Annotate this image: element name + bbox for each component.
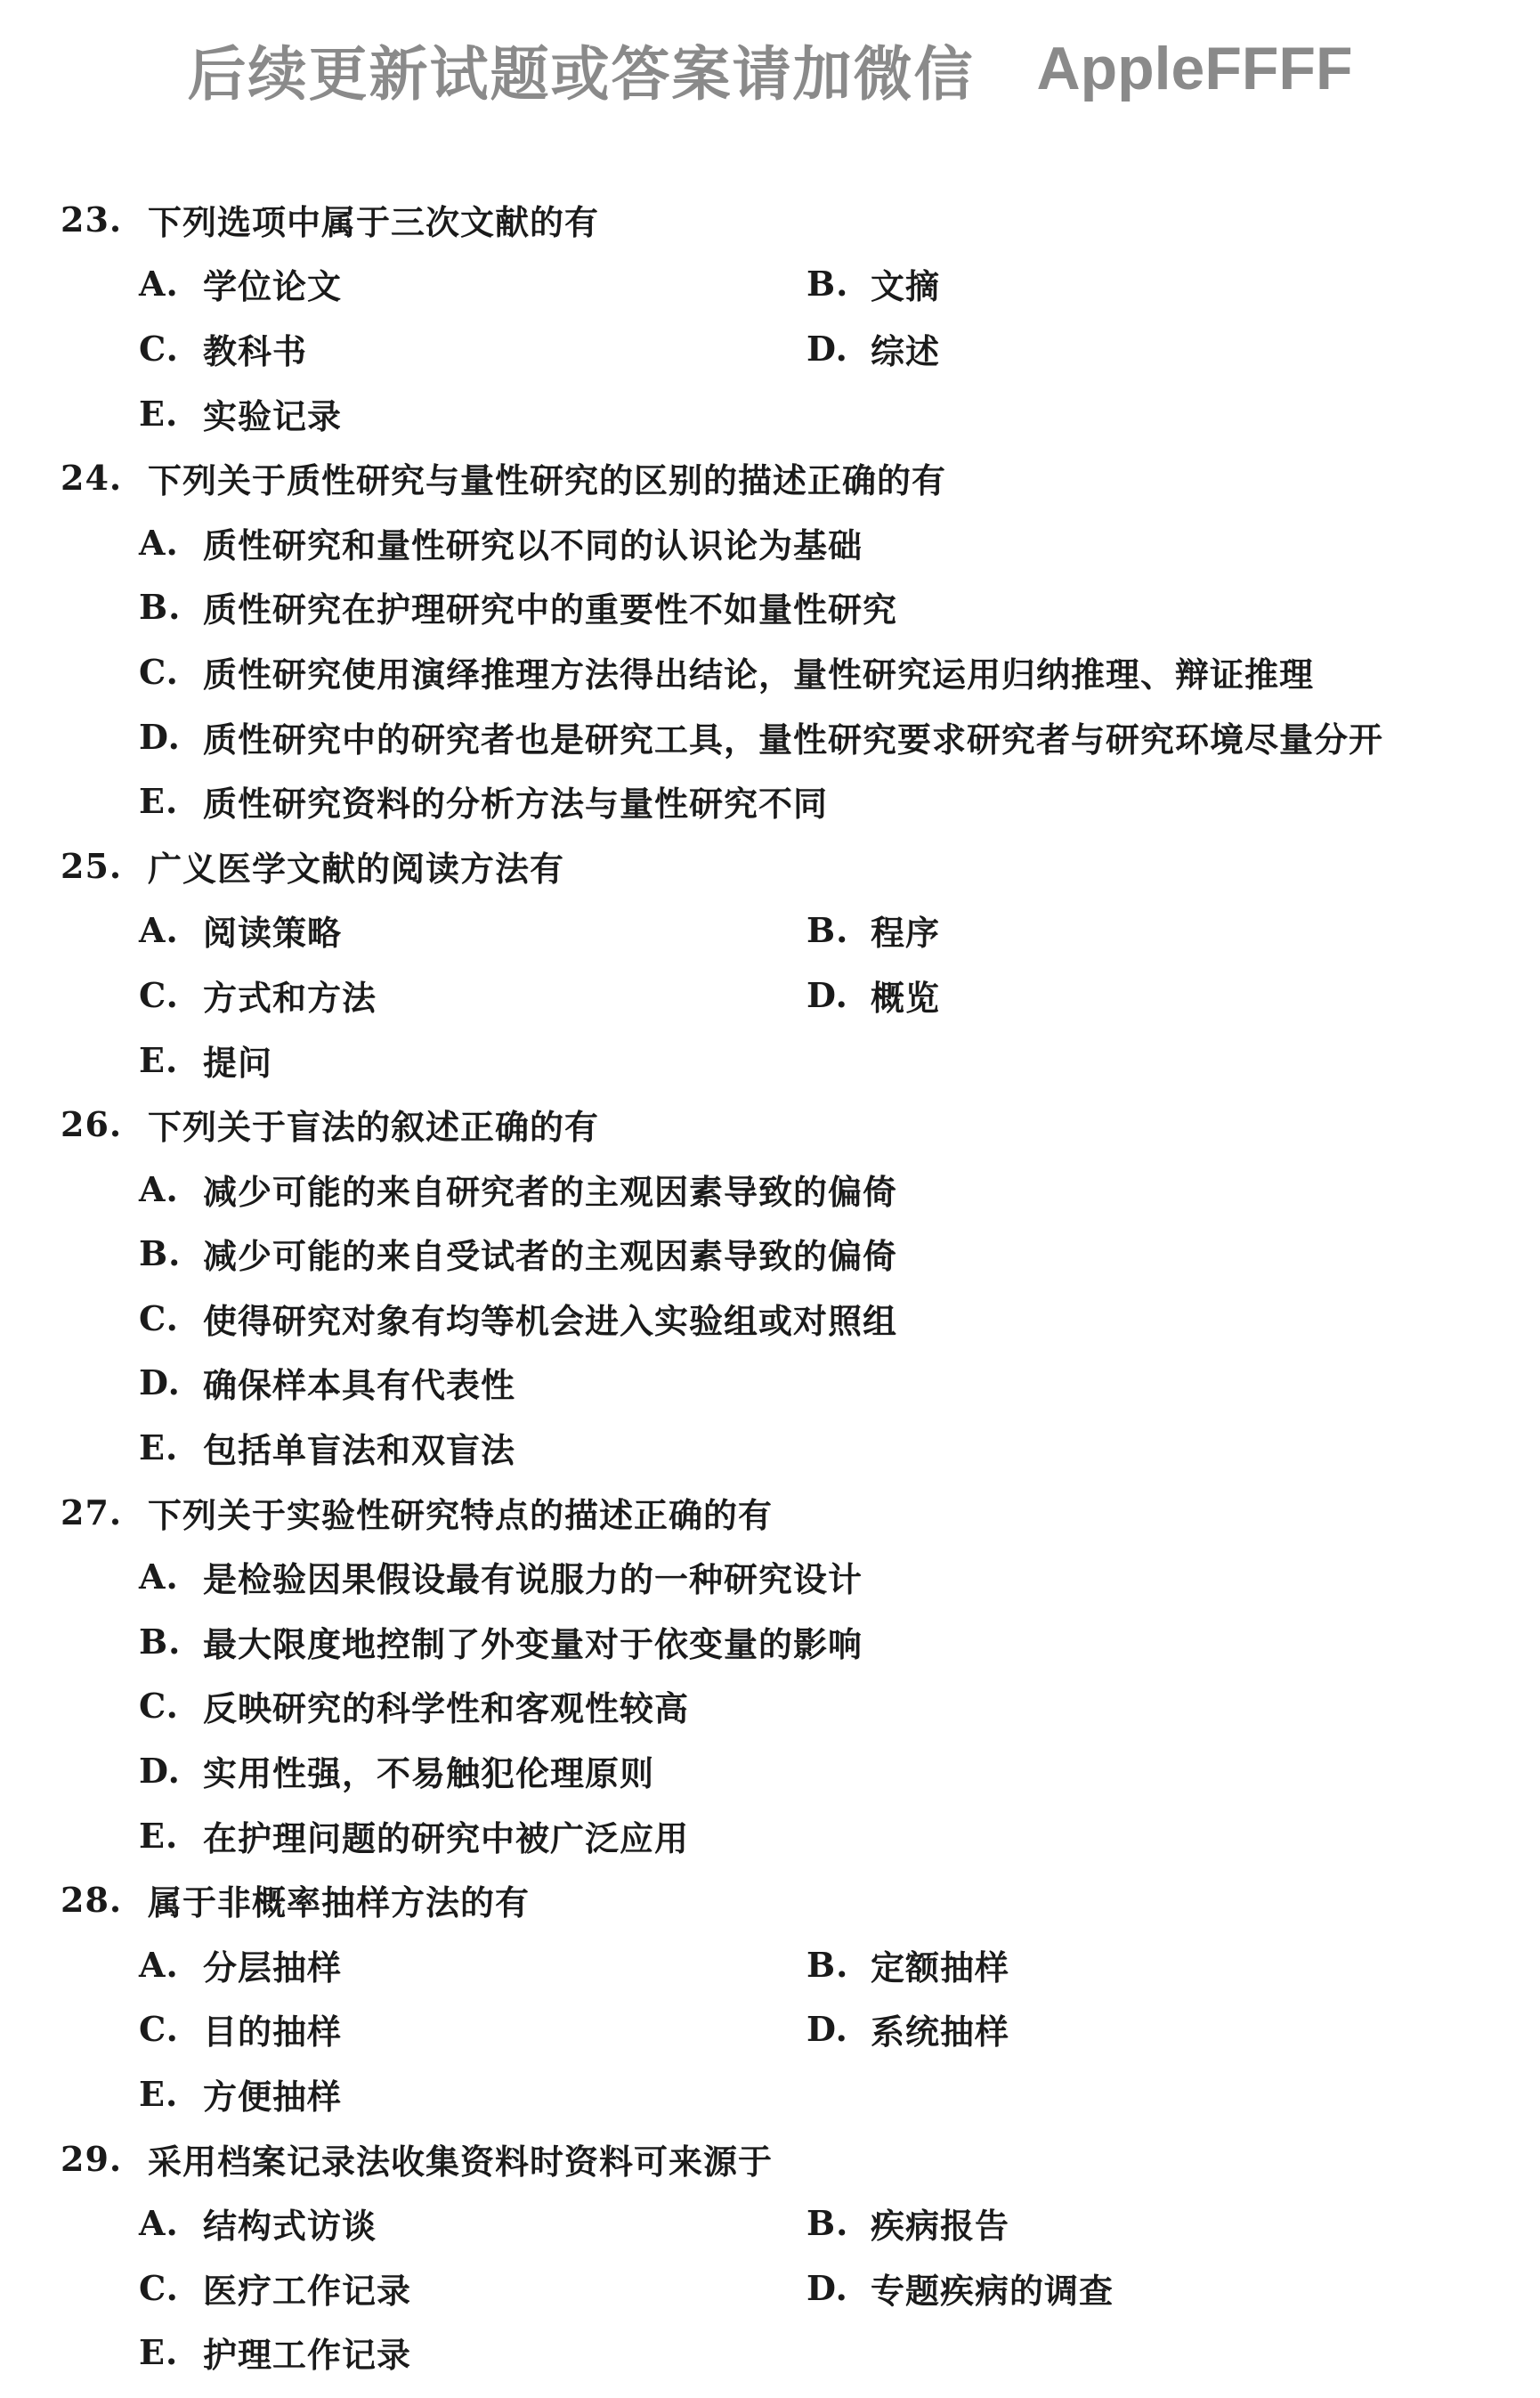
exam-page	[53, 187, 1495, 2385]
option-letter: A.	[139, 522, 179, 563]
option-c	[53, 1674, 1495, 1739]
option-letter: C.	[139, 1686, 179, 1727]
option-text: 减少可能的来自受试者的主观因素导致的偏倚	[203, 1237, 898, 1277]
question-26	[53, 1092, 1495, 1480]
question-29	[53, 2126, 1495, 2385]
option-b	[806, 1940, 1009, 1989]
option-text: 实用性强，不易触犯伦理原则	[203, 1754, 655, 1794]
question-number: 23.	[61, 199, 123, 240]
option-a	[139, 906, 806, 955]
option-text: 阅读策略	[203, 914, 343, 954]
option-text: 包括单盲法和双盲法	[203, 1431, 516, 1471]
question-number: 25.	[61, 845, 123, 886]
option-row	[53, 1932, 1495, 1997]
option-letter: C.	[139, 2267, 179, 2308]
question-stem	[53, 2126, 1495, 2191]
option-a	[53, 1544, 1495, 1609]
question-number: 26.	[61, 1104, 123, 1145]
option-d	[806, 2264, 1114, 2313]
question-text: 下列关于盲法的叙述正确的有	[148, 1108, 600, 1148]
option-e	[139, 2328, 411, 2377]
option-row	[53, 252, 1495, 317]
watermark-banner	[0, 20, 1540, 118]
option-letter: C.	[139, 328, 179, 369]
option-text: 方式和方法	[203, 978, 377, 1018]
question-25	[53, 833, 1495, 1092]
option-row	[53, 898, 1495, 963]
option-letter: E.	[139, 2332, 179, 2373]
option-letter: E.	[139, 1427, 179, 1468]
option-text: 提问	[203, 1043, 273, 1083]
option-letter: A.	[139, 1557, 179, 1597]
option-e	[139, 1036, 272, 1085]
option-text: 在护理问题的研究中被广泛应用	[203, 1818, 690, 1858]
question-stem	[53, 445, 1495, 510]
option-letter: C.	[139, 651, 179, 692]
option-text: 质性研究在护理研究中的重要性不如量性研究	[203, 590, 898, 630]
question-number: 29.	[61, 2138, 123, 2179]
option-row	[53, 2061, 1495, 2126]
option-letter: B.	[806, 910, 849, 951]
option-letter: B.	[139, 1233, 182, 1274]
question-text: 采用档案记录法收集资料时资料可来源于	[148, 2142, 774, 2182]
option-text: 疾病报告	[871, 2207, 1010, 2247]
option-letter: E.	[139, 1815, 179, 1856]
option-letter: D.	[806, 974, 848, 1015]
question-27	[53, 1480, 1495, 1868]
option-a	[139, 1940, 806, 1989]
question-stem	[53, 833, 1495, 898]
option-letter: C.	[139, 1297, 179, 1338]
question-stem	[53, 187, 1495, 252]
question-text: 广义医学文献的阅读方法有	[148, 849, 565, 889]
option-text: 目的抽样	[203, 2012, 343, 2053]
option-d	[53, 1351, 1495, 1416]
option-row	[53, 2191, 1495, 2256]
option-row	[53, 1997, 1495, 2062]
option-a	[139, 2199, 806, 2248]
option-letter: A.	[139, 1944, 179, 1985]
option-letter: C.	[139, 2009, 179, 2050]
option-d	[806, 324, 940, 373]
option-e	[139, 2069, 342, 2118]
option-text: 确保样本具有代表性	[203, 1366, 516, 1406]
option-letter: E.	[139, 393, 179, 434]
question-stem	[53, 1092, 1495, 1157]
option-text: 质性研究资料的分析方法与量性研究不同	[203, 784, 829, 825]
option-b	[53, 1222, 1495, 1287]
question-stem	[53, 1480, 1495, 1545]
question-24	[53, 445, 1495, 833]
option-letter: C.	[139, 974, 179, 1015]
option-letter: D.	[806, 2009, 848, 2050]
question-text: 属于非概率抽样方法的有	[148, 1883, 531, 1923]
option-letter: B.	[806, 1944, 849, 1985]
option-c	[139, 2004, 806, 2053]
option-text: 概览	[871, 978, 941, 1018]
option-row	[53, 381, 1495, 446]
option-row	[53, 316, 1495, 381]
option-e	[139, 389, 342, 438]
option-b	[806, 906, 940, 955]
option-letter: D.	[139, 1751, 181, 1792]
option-text: 文摘	[871, 267, 941, 307]
option-b	[53, 575, 1495, 640]
option-letter: A.	[139, 910, 179, 951]
option-text: 是检验因果假设最有说服力的一种研究设计	[203, 1560, 863, 1600]
option-letter: A.	[139, 2203, 179, 2244]
question-28	[53, 1867, 1495, 2126]
option-text: 教科书	[203, 331, 308, 371]
option-row	[53, 2256, 1495, 2321]
option-a	[53, 510, 1495, 575]
option-text: 护理工作记录	[203, 2336, 412, 2376]
option-e	[53, 768, 1495, 833]
option-text: 使得研究对象有均等机会进入实验组或对照组	[203, 1301, 898, 1341]
banner-text-en: AppleFFFF	[1036, 35, 1353, 102]
option-e	[53, 1803, 1495, 1868]
question-text: 下列关于质性研究与量性研究的区别的描述正确的有	[148, 461, 947, 501]
option-letter: E.	[139, 781, 179, 822]
option-letter: A.	[139, 1168, 179, 1209]
option-d	[53, 1738, 1495, 1803]
option-letter: D.	[139, 1362, 181, 1403]
question-text: 下列选项中属于三次文献的有	[148, 202, 600, 242]
question-number: 24.	[61, 458, 123, 499]
option-b	[806, 259, 940, 308]
option-text: 质性研究中的研究者也是研究工具，量性研究要求研究者与研究环境尽量分开	[203, 719, 1384, 760]
option-text: 程序	[871, 914, 941, 954]
option-text: 专题疾病的调查	[871, 2271, 1114, 2311]
option-text: 减少可能的来自研究者的主观因素导致的偏倚	[203, 1172, 898, 1212]
option-text: 医疗工作记录	[203, 2271, 412, 2311]
question-number: 27.	[61, 1492, 123, 1532]
option-a	[139, 259, 806, 308]
banner-text-cn: 后续更新试题或答案请加微信	[187, 39, 975, 109]
option-text: 质性研究和量性研究以不同的认识论为基础	[203, 525, 863, 565]
option-text: 综述	[871, 331, 941, 371]
option-row	[53, 2321, 1495, 2386]
option-letter: E.	[139, 1039, 179, 1080]
option-letter: D.	[806, 328, 848, 369]
option-text: 学位论文	[203, 267, 343, 307]
option-b	[806, 2199, 1009, 2248]
option-c	[139, 2264, 806, 2313]
question-number: 28.	[61, 1880, 123, 1921]
option-letter: D.	[806, 2267, 848, 2308]
option-e	[53, 1415, 1495, 1480]
option-text: 分层抽样	[203, 1947, 343, 1987]
option-c	[139, 324, 806, 373]
option-row	[53, 1028, 1495, 1093]
option-letter: B.	[806, 264, 849, 305]
option-text: 方便抽样	[203, 2077, 343, 2118]
option-letter: B.	[806, 2203, 849, 2244]
option-letter: B.	[139, 1621, 182, 1662]
question-stem	[53, 1867, 1495, 1932]
option-d	[806, 2004, 1009, 2053]
option-text: 定额抽样	[871, 1947, 1010, 1987]
option-text: 反映研究的科学性和客观性较高	[203, 1689, 690, 1729]
option-text: 最大限度地控制了外变量对于依变量的影响	[203, 1624, 863, 1664]
option-c	[53, 1286, 1495, 1351]
option-letter: E.	[139, 2074, 179, 2115]
option-c	[139, 971, 806, 1020]
option-b	[53, 1609, 1495, 1674]
option-letter: D.	[139, 716, 181, 757]
question-text: 下列关于实验性研究特点的描述正确的有	[148, 1495, 774, 1535]
option-d	[806, 971, 940, 1020]
option-text: 实验记录	[203, 396, 343, 436]
question-23	[53, 187, 1495, 445]
option-text: 质性研究使用演绎推理方法得出结论，量性研究运用归纳推理、辩证推理	[203, 654, 1315, 695]
option-text: 结构式访谈	[203, 2207, 377, 2247]
option-a	[53, 1157, 1495, 1222]
option-c	[53, 639, 1495, 704]
option-text: 系统抽样	[871, 2012, 1010, 2053]
option-row	[53, 963, 1495, 1028]
option-letter: A.	[139, 264, 179, 305]
option-letter: B.	[139, 587, 182, 628]
option-d	[53, 704, 1495, 769]
